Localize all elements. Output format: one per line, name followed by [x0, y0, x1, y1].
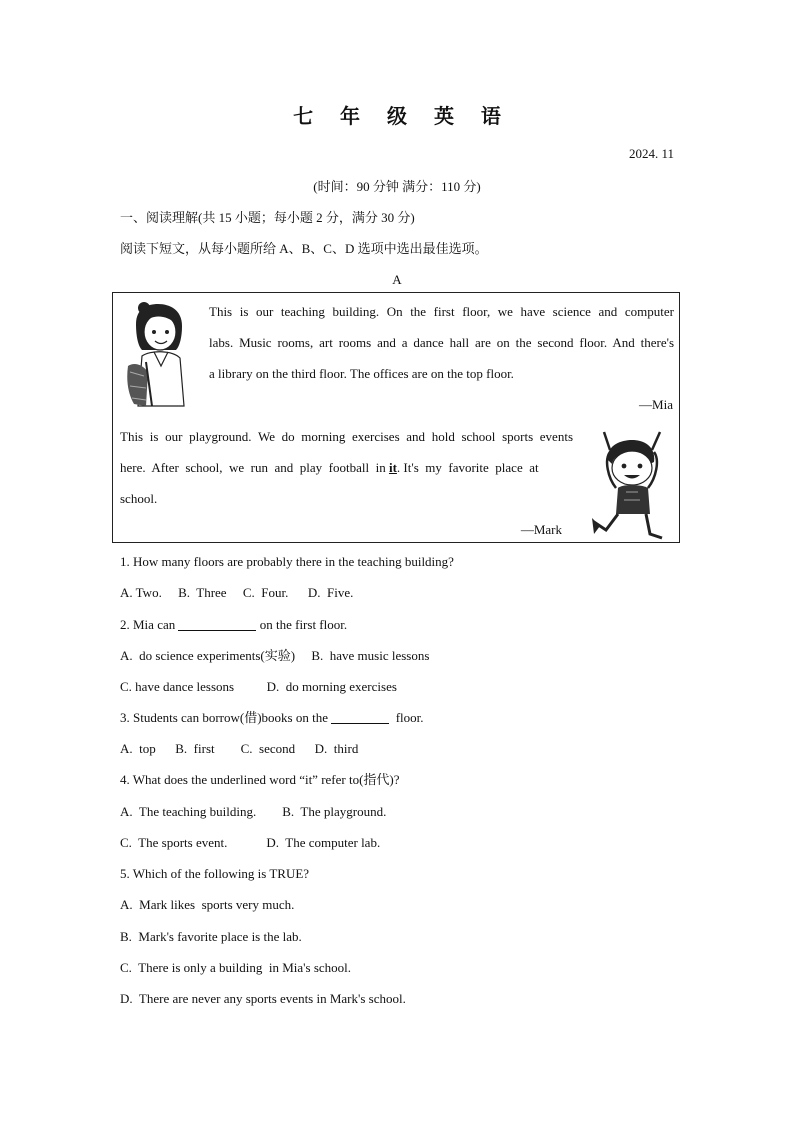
section-instruction: 阅读下短文，从每小题所给 A、B、C、D 选项中选出最佳选项。: [120, 241, 488, 256]
question-2-stem-before: 2. Mia can: [120, 617, 179, 632]
exam-title: 七 年 级 英 语: [293, 104, 511, 128]
question-3-stem-after: floor.: [389, 710, 424, 725]
answer-blank: [178, 618, 256, 631]
exam-info: (时间：90 分钟 满分：110 分): [313, 179, 481, 194]
boy-illustration: [590, 430, 674, 542]
mark-line-3: school.: [120, 491, 158, 506]
mark-line-1: This is our playground. We do morning exercises and hold school sports events: [120, 429, 573, 444]
mark-line-2-before: here. After school, we run and play football in: [120, 460, 389, 475]
question-3-options: A. top B. first C. second D. third: [120, 741, 359, 756]
exam-date: 2024. 11: [628, 146, 674, 161]
question-5-option-b: B. Mark's favorite place is the lab.: [120, 929, 302, 944]
mia-line-2: labs. Music rooms, art rooms and a dance hall are on the second floor. And there's: [209, 335, 674, 350]
girl-illustration: [124, 302, 192, 414]
question-5-option-c: C. There is only a building in Mia's school.: [120, 960, 352, 975]
question-5-option-d: D. There are never any sports events in Mark's school.: [120, 991, 406, 1006]
question-2-stem-after: on the first floor.: [256, 617, 348, 632]
question-4-options-line-1: A. The teaching building. B. The playground.: [120, 804, 387, 819]
passage-label: A: [392, 272, 402, 287]
mia-line-1: This is our teaching building. On the first floor, we have science and computer: [209, 304, 674, 319]
question-4: 4. What does the underlined word “it” refer to(指代)?: [120, 772, 400, 787]
mark-signature: —Mark: [520, 522, 562, 537]
question-5: 5. Which of the following is TRUE?: [120, 866, 310, 881]
question-5-option-a: A. Mark likes sports very much.: [120, 897, 295, 912]
mark-line-2-after: . It's my favorite place at: [396, 460, 539, 475]
mark-line-2: [120, 461, 539, 474]
question-2-options-line-1: A. do science experiments(实验) B. have music lessons: [120, 648, 430, 663]
question-1: 1. How many floors are probably there in the teaching building?: [120, 554, 454, 569]
answer-blank: [331, 711, 389, 724]
question-2-options-line-2: C. have dance lessons D. do morning exercises: [120, 679, 397, 694]
question-3-stem-before: 3. Students can borrow(借)books on the: [120, 710, 332, 725]
question-2: [120, 618, 347, 631]
mia-signature: —Mia: [639, 397, 673, 412]
mia-line-3: a library on the third floor. The offices are on the top floor.: [209, 366, 514, 381]
question-4-options-line-2: C. The sports event. D. The computer lab.: [120, 835, 381, 850]
question-3: [120, 711, 424, 724]
underlined-word-it: it: [388, 460, 397, 475]
section-heading: 一、阅读理解(共 15 小题；每小题 2 分，满分 30 分): [120, 210, 415, 225]
question-1-options: A. Two. B. Three C. Four. D. Five.: [120, 585, 354, 600]
